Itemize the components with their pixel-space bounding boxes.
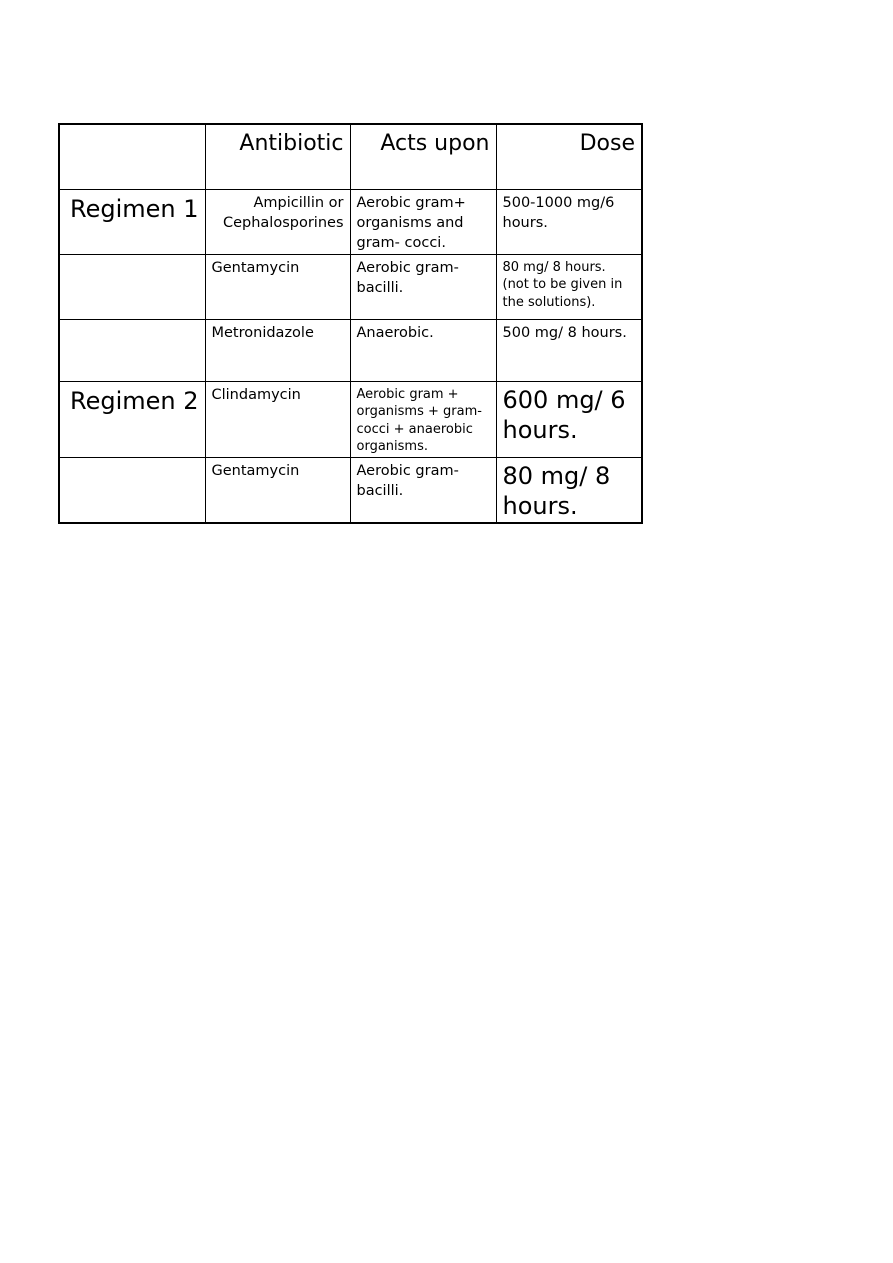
- acts-upon-cell: Aerobic gram- bacilli.: [350, 254, 496, 319]
- header-acts-upon: Acts upon: [350, 124, 496, 189]
- header-antibiotic: Antibiotic: [205, 124, 350, 189]
- acts-upon-cell: Aerobic gram + organisms + gram- cocci + anaerobic organisms.: [350, 381, 496, 457]
- antibiotic-cell: Gentamycin: [205, 254, 350, 319]
- acts-upon-cell: Aerobic gram- bacilli.: [350, 457, 496, 523]
- dose-cell: 500-1000 mg/6 hours.: [496, 189, 642, 254]
- regimen-label: [59, 254, 205, 319]
- antibiotic-regimen-table: [58, 123, 643, 524]
- dose-cell: 500 mg/ 8 hours.: [496, 319, 642, 381]
- antibiotic-cell: Ampicillin or Cephalosporines: [205, 189, 350, 254]
- table-header-row: [59, 124, 642, 189]
- acts-upon-cell: Aerobic gram+ organisms and gram- cocci.: [350, 189, 496, 254]
- table-row: [59, 381, 642, 457]
- table-row: [59, 457, 642, 523]
- table-row: [59, 319, 642, 381]
- regimen-label: [59, 319, 205, 381]
- antibiotic-cell: Clindamycin: [205, 381, 350, 457]
- antibiotic-cell: Gentamycin: [205, 457, 350, 523]
- regimen-label: Regimen 2: [59, 381, 205, 457]
- regimen-label: Regimen 1: [59, 189, 205, 254]
- antibiotic-cell: Metronidazole: [205, 319, 350, 381]
- header-dose: Dose: [496, 124, 642, 189]
- regimen-label: [59, 457, 205, 523]
- dose-cell: 80 mg/ 8 hours.: [496, 457, 642, 523]
- header-corner-cell: [59, 124, 205, 189]
- table-row: [59, 189, 642, 254]
- table-row: [59, 254, 642, 319]
- acts-upon-cell: Anaerobic.: [350, 319, 496, 381]
- dose-cell: 600 mg/ 6 hours.: [496, 381, 642, 457]
- dose-cell: 80 mg/ 8 hours. (not to be given in the solutions).: [496, 254, 642, 319]
